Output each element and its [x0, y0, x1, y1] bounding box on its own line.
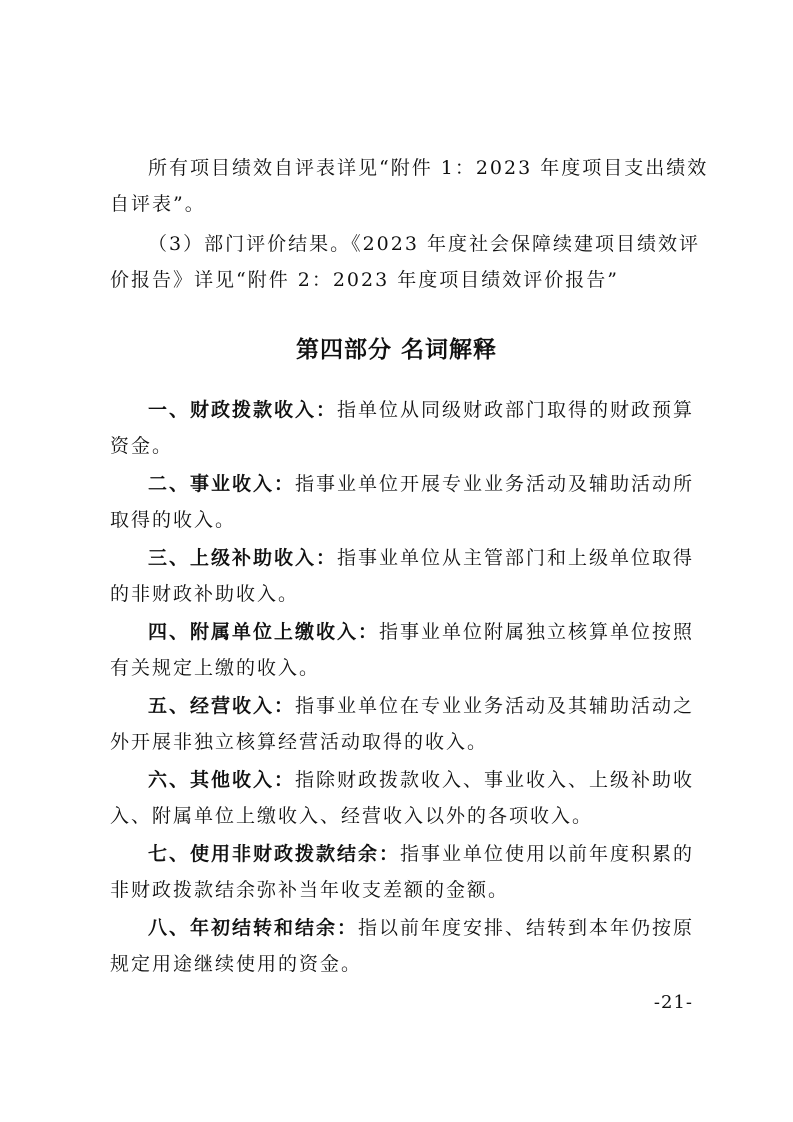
term-label: 三、上级补助收入： — [148, 547, 338, 569]
text-line — [110, 836, 695, 872]
text-line: 外开展非独立核算经营活动取得的收入。 — [110, 731, 489, 753]
term-label: 七、使用非财政拨款结余： — [148, 843, 401, 865]
term-text: 指事业单位从主管部门和上级单位取得 — [337, 547, 695, 569]
text-line — [110, 540, 695, 576]
text-line — [110, 614, 695, 650]
term-definition — [110, 392, 695, 464]
term-label: 五、经营收入： — [148, 695, 296, 717]
term-text: 指事业单位附属独立核算单位按照 — [379, 621, 695, 643]
text-line — [110, 910, 695, 946]
text-line — [110, 762, 695, 798]
term-definition — [110, 910, 695, 982]
term-definition — [110, 836, 695, 908]
text-line — [110, 688, 695, 724]
term-label: 四、附属单位上缴收入： — [148, 621, 380, 643]
term-text: 指事业单位使用以前年度积累的 — [400, 843, 695, 865]
text-line: 自评表”。 — [110, 193, 206, 215]
term-text: 指事业单位在专业业务活动及其辅助活动之 — [295, 695, 695, 717]
term-text: 指事业单位开展专业业务活动及辅助活动所 — [295, 473, 695, 495]
text-line — [110, 392, 695, 428]
section-heading: 第四部分 名词解释 — [295, 337, 497, 363]
term-definition — [110, 688, 695, 760]
term-definition — [110, 540, 695, 612]
term-label: 六、其他收入： — [148, 769, 296, 791]
term-text: 指除财政拨款收入、事业收入、上级补助收 — [295, 769, 695, 791]
page-number: -21- — [653, 992, 693, 1013]
term-text: 指以前年度安排、结转到本年仍按原 — [358, 917, 695, 939]
term-definition — [110, 614, 695, 686]
term-definition — [110, 466, 695, 538]
term-definition — [110, 762, 695, 834]
text-line: 规定用途继续使用的资金。 — [110, 953, 363, 975]
text-line: 的非财政补助收入。 — [110, 583, 300, 605]
term-label: 八、年初结转和结余： — [148, 917, 359, 939]
text-line: 取得的收入。 — [110, 509, 237, 531]
term-label: 一、财政拨款收入： — [148, 399, 338, 421]
intro-paragraph-attachment-2 — [110, 226, 700, 298]
text-line: 入、附属单位上缴收入、经营收入以外的各项收入。 — [110, 805, 594, 827]
term-text: 指单位从同级财政部门取得的财政预算 — [337, 399, 695, 421]
intro-paragraph-attachment-1 — [110, 150, 709, 222]
text-line: （3）部门评价结果。《2023 年度社会保障续建项目绩效评 — [148, 233, 700, 255]
text-line: 价报告》详见“附件 2：2023 年度项目绩效评价报告” — [110, 269, 619, 291]
text-line — [110, 466, 695, 502]
text-line: 资金。 — [110, 435, 174, 457]
text-line: 所有项目绩效自评表详见“附件 1：2023 年度项目支出绩效 — [148, 157, 709, 179]
text-line: 有关规定上缴的收入。 — [110, 657, 321, 679]
term-label: 二、事业收入： — [148, 473, 296, 495]
text-line: 非财政拨款结余弥补当年收支差额的金额。 — [110, 879, 510, 901]
